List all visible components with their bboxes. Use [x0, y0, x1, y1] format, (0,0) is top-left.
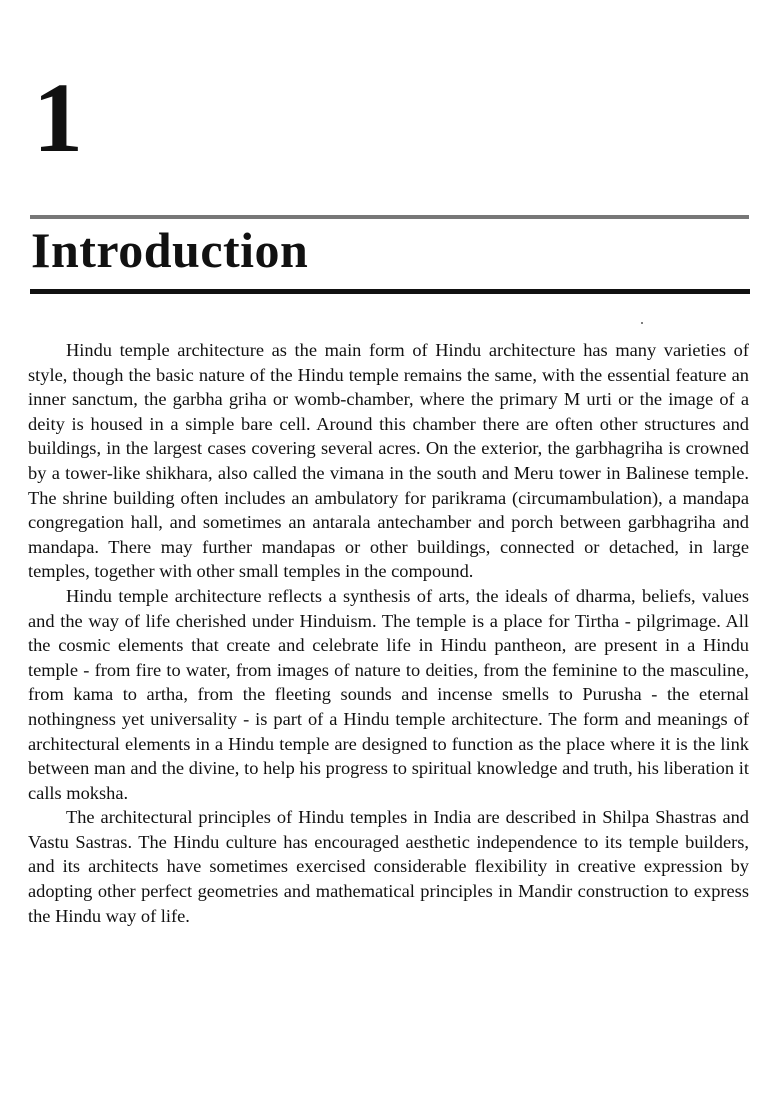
top-divider: [30, 215, 749, 219]
chapter-body: [28, 338, 749, 928]
paragraph: Hindu temple architecture as the main form of Hindu architecture has many varieties of style, though the basic nature of the Hindu temple remains the same, with the essential feature an inner sanctum, the garbha griha or womb-chamber, where the primary M urti or the image of a deity is housed in a simple bare cell. Around this chamber there are often other structures and buildings, in the largest cases covering several acres. On the exterior, the garbhagriha is crowned by a tower-like shikhara, also called the vimana in the south and Meru tower in Balinese temple. The shrine building often includes an ambulatory for parikrama (circumambulation), a mandapa congregation hall, and sometimes an antarala antechamber and porch between garbhagriha and mandapa. There may further mandapas or other buildings, connected or detached, in large temples, together with other small temples in the compound.: [28, 340, 749, 582]
paragraph: The architectural principles of Hindu temples in India are described in Shilpa Shastras and Vastu Sastras. The Hindu culture has encouraged aesthetic independence to its temple builders, and its architects have sometimes exercised considerable flexibility in creative expression by adopting other perfect geometries and mathematical principles in Mandir construction to express the Hindu way of life.: [28, 807, 749, 926]
print-speck: [641, 322, 643, 324]
paragraph: Hindu temple architecture reflects a synthesis of arts, the ideals of dharma, beliefs, values and the way of life cherished under Hinduism. The temple is a place for Tirtha - pilgrimage. All the cosmic elements that create and celebrate life in Hindu pantheon, are present in a Hindu temple - from fire to water, from images of nature to deities, from the feminine to the masculine, from kama to artha, from the fleeting sounds and incense smells to Purusha - the eternal nothingness yet universality - is part of a Hindu temple architecture. The form and meanings of architectural elements in a Hindu temple are designed to function as the place where it is the link between man and the divine, to help his progress to spiritual knowledge and truth, his liberation it calls moksha.: [28, 585, 749, 803]
chapter-title: Introduction: [31, 222, 309, 278]
title-underline: [30, 289, 750, 294]
chapter-number: 1: [33, 62, 84, 173]
